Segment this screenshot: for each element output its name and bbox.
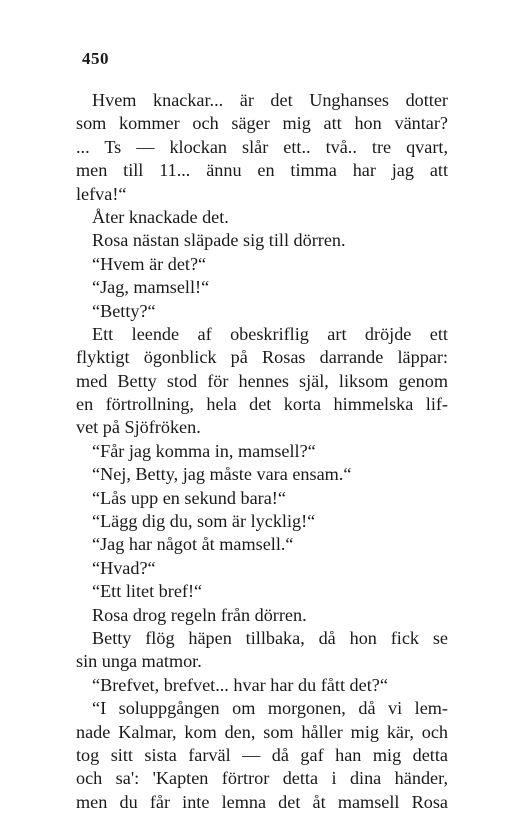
text-line: vet på Sjöfröken. — [76, 417, 201, 438]
text-line: “Får jag komma in, mamsell?“ — [92, 440, 316, 461]
text-line: Åter knackade det. — [92, 206, 229, 227]
text-line: med Betty stod för hennes själ, liksom genom — [76, 370, 448, 391]
text-line: Betty flög häpen tillbaka, då hon fick se — [92, 627, 448, 648]
page-number: 450 — [82, 49, 109, 68]
text-line: “I soluppgången om morgonen, då vi lem- — [92, 698, 448, 719]
text-line: “Hvad?“ — [92, 557, 156, 578]
text-line: lefva!“ — [76, 183, 127, 204]
text-line: en förtrollning, hela det korta himmelska lif- — [76, 394, 448, 415]
text-line: Ett leende af obeskriflig art dröjde ett — [92, 323, 448, 344]
text-line: nade Kalmar, kom den, som håller mig kär, och — [76, 721, 448, 742]
text-line: “Lås upp en sekund bara!“ — [92, 487, 286, 508]
text-line: “Brefvet, brefvet... hvar har du fått det?“ — [92, 674, 388, 695]
text-line: tog sitt sista farväl — då gaf han mig detta — [76, 744, 448, 765]
text-line: Hvem knackar... är det Unghanses dotter — [92, 90, 448, 110]
text-line: “Jag, mamsell!“ — [92, 277, 210, 298]
text-line: “Hvem är det?“ — [92, 253, 207, 274]
body-text — [76, 89, 448, 814]
text-line: “Lägg dig du, som är lycklig!“ — [92, 511, 316, 532]
text-line: sin unga matmor. — [76, 651, 202, 672]
text-line: men till 11... ännu en timma har jag att — [76, 160, 448, 181]
text-line: ... Ts — klockan slår ett.. två.. tre qvart, — [76, 136, 448, 157]
text-line: och sa': 'Kapten förtror detta i dina händer, — [76, 768, 448, 789]
text-line: flyktigt ögonblick på Rosas darrande läppar: — [76, 347, 448, 368]
text-line: “Nej, Betty, jag måste vara ensam.“ — [92, 464, 352, 485]
text-line: Rosa nästan släpade sig till dörren. — [92, 230, 346, 251]
text-line: “Jag har något åt mamsell.“ — [92, 534, 294, 555]
text-line: “Ett litet bref!“ — [92, 581, 203, 602]
text-line: som kommer och säger mig att hon väntar? — [76, 113, 448, 134]
text-line: Rosa drog regeln från dörren. — [92, 604, 307, 625]
text-line: “Betty?“ — [92, 300, 156, 321]
text-line: men du får inte lemna det åt mamsell Rosa — [76, 791, 448, 812]
